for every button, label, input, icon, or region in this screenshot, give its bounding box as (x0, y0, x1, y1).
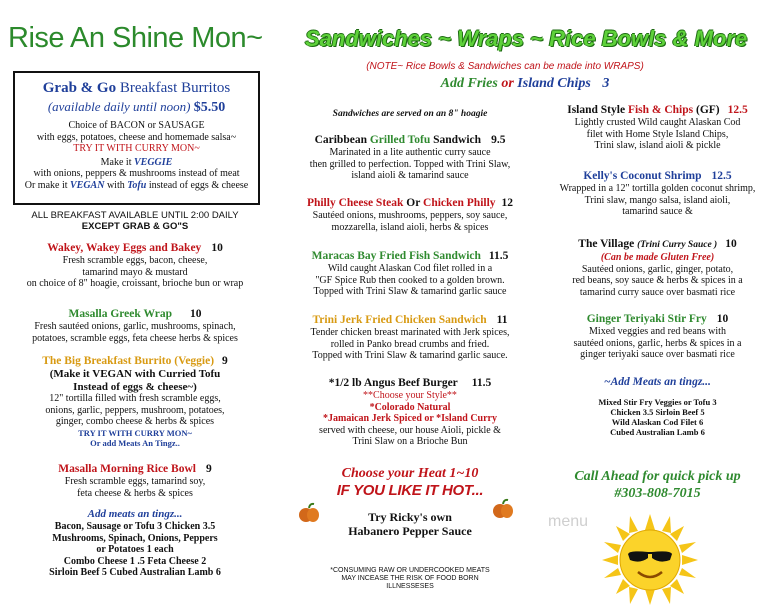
breakfast-note-line2: EXCEPT GRAB & GO"S (81, 221, 189, 232)
morning-bowl-name: Masalla Morning Rice Bowl (58, 463, 196, 475)
jerk-line1: Tender chicken breast marinated with Jerk spices, (310, 327, 510, 338)
coconut-line2: Trini slaw, mango salsa, island aioli, (584, 194, 731, 206)
burger-name: *1/2 lb Angus Beef Burger (328, 377, 458, 389)
fish-chips-price: 12.5 (727, 104, 748, 116)
grab-go-line6-e: instead of eggs & cheese (148, 179, 249, 191)
big-burrito-add-meats: Or add Meats An Tingz.. (90, 438, 180, 448)
grab-go-line2: with eggs, potatoes, cheese and homemade salsa~ (36, 131, 237, 143)
menu-item-wakey (0, 242, 270, 290)
maracas-name: Maracas Bay Fried Fish Sandwich (311, 250, 481, 262)
page-title-left: Rise An Shine Mon~ (8, 22, 263, 54)
village-tag: (Trini Curry Sauce ) (637, 240, 718, 250)
heat-choose: Choose your Heat 1~10 (341, 466, 479, 481)
big-burrito-price: 9 (222, 355, 228, 367)
wakey-line2: tamarind mayo & mustard (82, 266, 188, 278)
big-burrito-vegan-line1: (Make it VEGAN with Curried Tofu (49, 368, 221, 380)
grab-go-avail-line (15, 99, 258, 116)
fish-chips-line2: filet with Home Style Island Chips, (586, 128, 729, 140)
menu-item-teriyaki (545, 313, 770, 361)
morning-bowl-price: 9 (205, 463, 212, 475)
big-burrito-line1: 12" tortilla filled with fresh scramble eggs, (49, 393, 221, 404)
grab-go-title (15, 80, 258, 97)
add-meats-left-line4: Combo Cheese 1 .5 Feta Cheese 2 (63, 555, 207, 567)
village-gluten-free: (Can be made Gluten Free) (600, 252, 715, 263)
greek-line1: Fresh sautéed onions, garlic, mushrooms, spinach, (34, 321, 236, 332)
tofu-name-a: Caribbean (314, 134, 367, 146)
grab-go-vegan: VEGAN (70, 179, 105, 191)
philly-price: 12 (501, 197, 514, 209)
village-line3: tamarind curry sauce over basmati rice (579, 286, 736, 298)
add-meats-left (0, 508, 270, 579)
teriyaki-line3: ginger teriyaki sauce over basmati rice (580, 349, 735, 360)
philly-line2: mozzarella, island aioli, herbs & spices (331, 221, 489, 233)
menu-item-big-burrito (0, 355, 270, 449)
menu-item-village (545, 238, 770, 298)
tofu-line3: island aioli & tamarind sauce (351, 170, 469, 181)
menu-item-tofu-sandwich (280, 134, 540, 182)
philly-name-a: Philly Cheese Steak (306, 197, 404, 209)
teriyaki-line2: sautéed onions, garlic, herbs & spices in a (573, 337, 742, 349)
pepper-icon-right (490, 498, 516, 520)
big-burrito-name: The Big Breakfast Burrito (42, 355, 172, 367)
add-meats-left-line5: Sirloin Beef 5 Cubed Australian Lamb 6 (49, 567, 221, 578)
grab-go-line6-c: with (106, 179, 125, 191)
greek-price: 10 (190, 308, 202, 320)
pepper-icon-left (296, 502, 322, 524)
add-meats-left-line1: Bacon, Sausage or Tofu 3 Chicken 3.5 (54, 521, 216, 532)
add-meats-right-title: ~Add Meats an tingz... (604, 376, 711, 388)
add-meats-right-line1: Mixed Stir Fry Veggies or Tofu 3 (598, 397, 717, 407)
menu-item-jerk-chicken (280, 314, 540, 362)
maracas-price: 11.5 (488, 250, 509, 262)
wakey-price: 10 (211, 242, 223, 254)
grab-go-title-bold: Grab & Go (42, 80, 117, 96)
coconut-line3: tamarind sauce & (622, 206, 693, 217)
grab-go-avail: (available daily until noon) (47, 99, 191, 114)
menu-item-maracas (280, 250, 540, 298)
teriyaki-price: 10 (716, 313, 729, 325)
grab-go-box (13, 71, 260, 205)
big-burrito-line2: onions, garlic, peppers, mushroom, potatoes, (45, 404, 225, 416)
big-burrito-curry: TRY IT WITH CURRY MON~ (78, 427, 192, 438)
tofu-name-b: Grilled Tofu (369, 134, 431, 146)
village-name: The Village (578, 238, 635, 250)
fish-chips-gf: (GF) (696, 104, 720, 116)
village-price: 10 (725, 238, 737, 250)
coconut-name: Kelly's Coconut Shrimp (583, 170, 702, 182)
grab-go-line6 (15, 180, 258, 192)
add-meats-right-line4: Cubed Australian Lamb 6 (610, 427, 705, 437)
burger-colorado: *Colorado Natural (369, 401, 451, 413)
grab-go-line1: Choice of BACON or SAUSAGE (68, 120, 205, 131)
add-fries-line (395, 76, 655, 92)
big-burrito-tag: (Veggie) (174, 355, 215, 367)
disclaimer-line2: MAY INCEASE THE RISK OF FOOD BORN (341, 575, 479, 582)
sun-sunglasses-icon (600, 512, 700, 607)
big-burrito-line3: ginger, combo cheese & herbs & spices (55, 416, 215, 427)
coconut-line1: Wrapped in a 12" tortilla golden coconut shrimp, (559, 183, 756, 194)
breakfast-note (0, 210, 270, 232)
burger-line1: served with cheese, our house Aioli, pickle & (319, 424, 501, 436)
add-meats-left-line2: Mushrooms, Spinach, Onions, Peppers (52, 532, 218, 544)
grab-go-title-rest: Breakfast Burritos (119, 80, 231, 96)
fish-chips-b: Fish & Chips (627, 104, 694, 116)
add-fries-or: or (501, 76, 514, 91)
burger-price: 11.5 (471, 377, 492, 389)
menu-item-coconut-shrimp (545, 170, 770, 218)
grab-go-tofu: Tofu (127, 179, 147, 191)
heat-ricky: Try Ricky's own (368, 510, 452, 524)
add-fries-price: 3 (602, 76, 610, 91)
maracas-line1: Wild caught Alaskan Cod filet rolled in a (327, 263, 493, 274)
fish-chips-line1: Lightly crusted Wild caught Alaskan Cod (574, 117, 741, 128)
add-meats-right (545, 375, 770, 437)
village-line2: red beans, soy sauce & herbs & spices in a (572, 275, 743, 286)
tofu-line1: Marinated in a lite authentic curry sauce (329, 147, 491, 158)
disclaimer-line3: ILLNESSESES (386, 583, 434, 590)
greek-name: Masalla Greek Wrap (68, 308, 172, 320)
tofu-name-c: Sandwich (433, 134, 482, 146)
disclaimer (285, 567, 535, 591)
fish-chips-line3: Trini slaw, island aioli & pickle (594, 140, 721, 151)
call-ahead (545, 468, 770, 502)
jerk-name: Trini Jerk Fried Chicken Sandwich (312, 314, 487, 326)
teriyaki-line1: Mixed veggies and red beans with (589, 326, 726, 337)
island-chips-text: Island Chips (517, 76, 591, 91)
add-meats-left-line3: or Potatoes 1 each (96, 544, 174, 555)
jerk-line3: Topped with Trini Slaw & tamarind garlic sauce. (312, 350, 508, 361)
grab-go-line6-a: Or make it (24, 179, 68, 191)
big-burrito-vegan-line2: Instead of eggs & cheese~) (73, 380, 197, 393)
menu-item-fish-chips (545, 104, 770, 152)
philly-line1: Sautéed onions, mushrooms, peppers, soy sauce, (312, 210, 508, 221)
morning-bowl-line1: Fresh scramble eggs, tamarind soy, (64, 476, 206, 487)
add-meats-right-line2: Chicken 3.5 Sirloin Beef 5 (610, 407, 705, 417)
wraps-note: (NOTE~ Rice Bowls & Sandwiches can be made into WRAPS) (366, 61, 644, 72)
heat-hot: IF YOU LIKE IT HOT... (336, 482, 484, 499)
watermark-text: menu (548, 513, 589, 530)
wakey-name: Wakey, Wakey Eggs and Bakey (47, 242, 202, 254)
menu-item-philly (280, 197, 540, 233)
wakey-line1: Fresh scramble eggs, bacon, cheese, (62, 255, 208, 266)
grab-go-line4-a: Make it (100, 156, 132, 168)
morning-bowl-line2: feta cheese & herbs & spices (77, 487, 193, 499)
hoagie-note: Sandwiches are served on an 8" hoagie (332, 109, 488, 119)
maracas-line2: "GF Spice Rub then cooked to a golden brown. (315, 274, 505, 286)
fish-chips-a: Island Style (567, 104, 626, 116)
burger-style: **Choose your Style** (363, 390, 457, 401)
burger-jerk-curry: *Jamaican Jerk Spiced or *Island Curry (323, 413, 497, 424)
add-meats-right-line3: Wild Alaskan Cod Filet 6 (611, 417, 704, 427)
call-ahead-phone: #303-808-7015 (614, 486, 701, 501)
add-meats-left-title: Add meats an tingz... (87, 508, 183, 520)
tofu-line2: then grilled to perfection. Topped with Trini Slaw, (309, 158, 511, 170)
grab-go-line3: TRY IT WITH CURRY MON~ (73, 143, 200, 154)
teriyaki-name: Ginger Teriyaki Stir Fry (586, 313, 707, 325)
add-fries-text: Add Fries (440, 76, 498, 91)
grab-go-line4 (15, 157, 258, 169)
menu-item-burger (280, 377, 540, 448)
jerk-price: 11 (496, 314, 508, 326)
heat-habanero: Habanero Pepper Sauce (348, 524, 472, 538)
jerk-line2: rolled in Panko bread crumbs and fried. (330, 338, 490, 350)
menu-item-morning-bowl (0, 463, 270, 499)
grab-go-line5: with onions, peppers & mushrooms instead of meat (33, 168, 240, 179)
menu-item-greek-wrap (0, 308, 270, 344)
disclaimer-line1: *CONSUMING RAW OR UNDERCOOKED MEATS (330, 567, 490, 574)
village-line1: Sautéed onions, garlic, ginger, potato, (581, 263, 734, 275)
maracas-line3: Topped with Trini Slaw & tamarind garlic sauce (313, 286, 507, 297)
breakfast-note-line1: ALL BREAKFAST AVAILABLE UNTIL 2:00 DAILY (31, 210, 239, 221)
greek-line2: potatoes, scramble eggs, feta cheese herbs & spices (32, 332, 238, 344)
call-ahead-text: Call Ahead for quick pick up (574, 469, 741, 484)
coconut-price: 12.5 (711, 170, 732, 182)
philly-or: Or (406, 197, 421, 209)
tofu-price: 9.5 (491, 134, 506, 146)
wakey-line3: on choice of 8" hoagie, croissant, brioche bun or wrap (26, 278, 244, 289)
page-title-right: Sandwiches ~ Wraps ~ Rice Bowls & More (305, 26, 748, 51)
grab-go-veggie: VEGGIE (133, 156, 173, 168)
grab-go-price: $5.50 (193, 100, 226, 115)
philly-name-b: Chicken Philly (423, 197, 496, 209)
burger-line2: Trini Slaw on a Brioche Bun (352, 436, 468, 447)
